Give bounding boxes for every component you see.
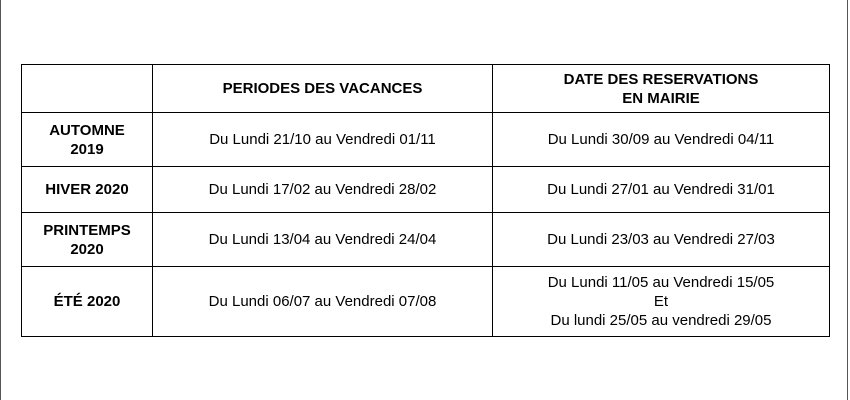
season-cell: [22, 113, 153, 167]
holiday-schedule-table: [21, 64, 830, 337]
header-season-cell: [22, 65, 153, 113]
table-row-autumn-2019: [22, 113, 830, 167]
reservation-date-cell: Du Lundi 30/09 au Vendredi 04/11: [493, 113, 830, 167]
reservation-line1: Du Lundi 11/05 au Vendredi 15/05: [547, 274, 775, 291]
reservation-date-cell: Du Lundi 23/03 au Vendredi 27/03: [493, 213, 830, 267]
header-reservation-line2: EN MAIRIE: [622, 89, 700, 107]
season-label-line2: 2020: [70, 240, 104, 258]
vacation-period-cell: Du Lundi 06/07 au Vendredi 07/08: [153, 267, 493, 337]
reservation-line3: Du lundi 25/05 au vendredi 29/05: [550, 312, 772, 329]
header-reservation-line1: DATE DES RESERVATIONS: [563, 70, 759, 88]
reservation-line2: Et: [653, 293, 669, 310]
table-row-spring-2020: [22, 213, 830, 267]
table-row-summer-2020: [22, 267, 830, 337]
vacation-period-cell: Du Lundi 17/02 au Vendredi 28/02: [153, 167, 493, 213]
season-cell: [22, 213, 153, 267]
season-label-line1: AUTOMNE: [49, 121, 125, 139]
header-reservation-dates: [493, 65, 830, 113]
reservation-date-cell: Du Lundi 27/01 au Vendredi 31/01: [493, 167, 830, 213]
season-cell: ÉTÉ 2020: [22, 267, 153, 337]
reservation-date-cell: [493, 267, 830, 337]
season-label-line1: PRINTEMPS: [43, 221, 131, 239]
vacation-period-cell: Du Lundi 13/04 au Vendredi 24/04: [153, 213, 493, 267]
page-left-edge: [0, 0, 1, 400]
vacation-period-cell: Du Lundi 21/10 au Vendredi 01/11: [153, 113, 493, 167]
table-header-row: [22, 65, 830, 113]
table-row-winter-2020: [22, 167, 830, 213]
page-right-edge: [847, 0, 848, 400]
header-vacation-periods: PERIODES DES VACANCES: [153, 65, 493, 113]
season-label-line2: 2019: [70, 140, 104, 158]
season-cell: HIVER 2020: [22, 167, 153, 213]
